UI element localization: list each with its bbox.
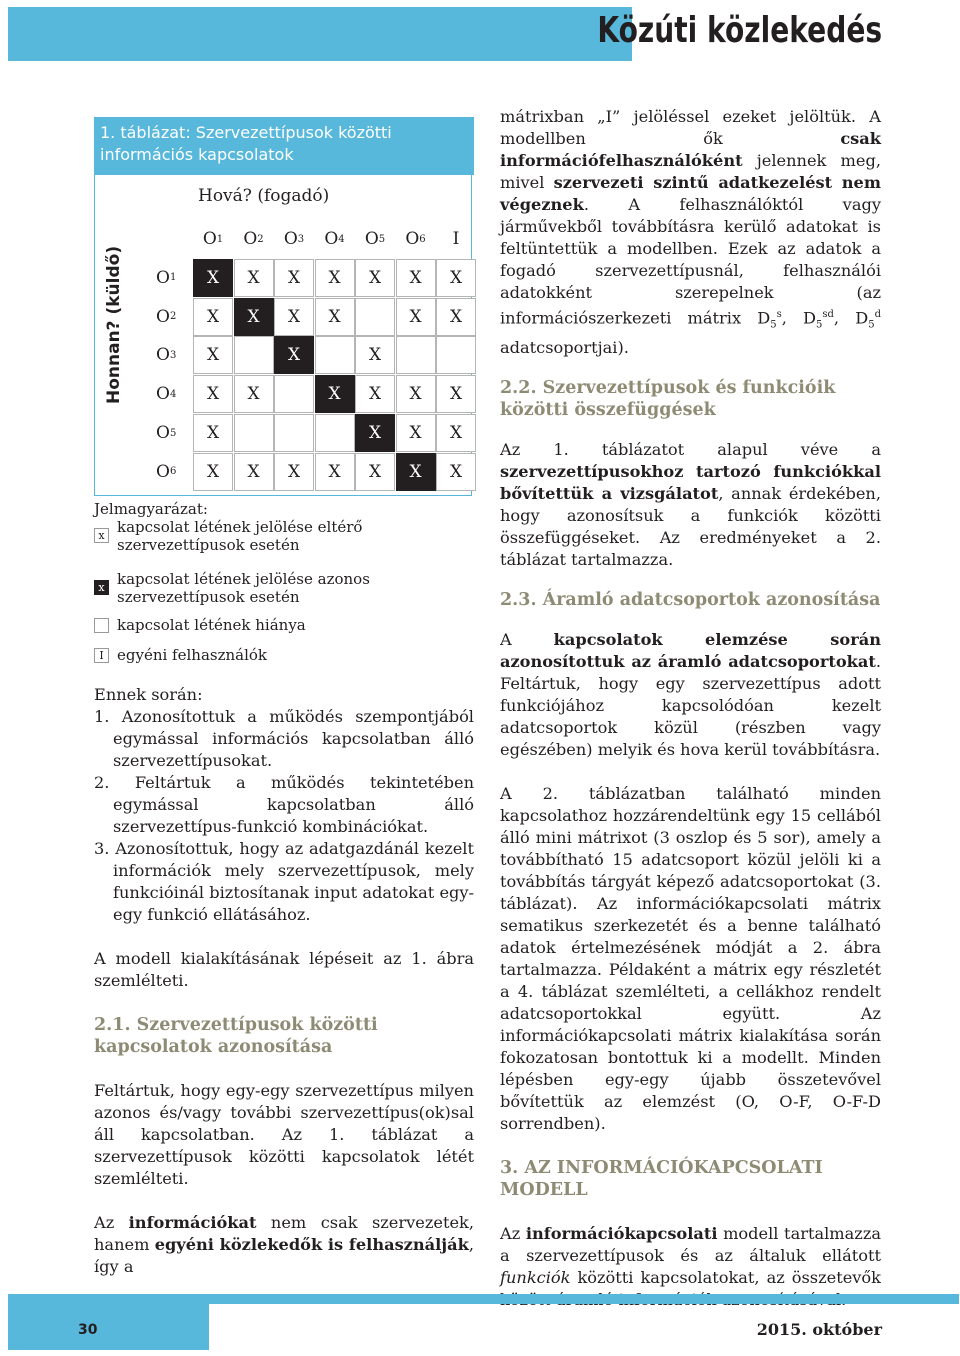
- matrix-cell-link: X: [234, 375, 274, 413]
- matrix-cell-link: X: [396, 259, 436, 297]
- legend: [94, 500, 474, 680]
- row-header: O 1: [156, 267, 177, 288]
- header-color-bar: [8, 7, 632, 61]
- matrix-cell-empty: [315, 336, 355, 374]
- paragraph: A 2. táblázatban található minden kapcsolathoz hozzárendeltünk egy 15 cellából álló mini mátrixot (3 oszlop és 5 sor), amely a továbbítható 15 adatcsoport közül jelöli ki a továbbítás tárgyát képező adatcsoportokat (3. táblázat). Az információkapcsolati mátrix sematikus szerkezetét és a benne található adatok értelmezésének módját a 2. ábra tartalmazza. Példaként a mátrix egy részletét a 4. táblázat szemlélteti, a cellákhoz rendelt adatcsoportokkal együtt. Az információkapcsolati mátrix kialakítása során fokozatosan bontottuk ki a modellt. Minden lépésben egy-egy újabb összetevővel bővítettük az elemzést (O, O-F, O-F-D sorrendben).: [500, 783, 881, 1133]
- matrix-cell-same-type: X: [355, 414, 395, 452]
- page-number: 30: [78, 1322, 98, 1338]
- matrix-cell-empty: [355, 298, 395, 336]
- row-header: O 6: [156, 461, 177, 482]
- matrix-cell-link: X: [355, 453, 395, 491]
- matrix-cell-empty: [274, 414, 314, 452]
- matrix-cell-link: X: [274, 298, 314, 336]
- matrix-cell-link: X: [193, 375, 233, 413]
- matrix-cell-empty: [315, 414, 355, 452]
- matrix-cell-link: X: [396, 414, 436, 452]
- matrix-cell-link: X: [193, 298, 233, 336]
- matrix-cell-link: X: [193, 414, 233, 452]
- matrix-cell-empty: [234, 336, 274, 374]
- journal-title: Közúti közlekedés: [597, 10, 882, 51]
- legend-text: egyéni felhasználók: [117, 646, 268, 664]
- section-heading-2-2: 2.2. Szervezettípusok és funkcióik közötti összefüggések: [500, 377, 836, 420]
- matrix-cell-link: X: [436, 414, 476, 452]
- column-header: O 1: [202, 229, 224, 249]
- matrix-cell-link: X: [396, 375, 436, 413]
- matrix-cell-link: X: [436, 375, 476, 413]
- matrix-cell-empty: [396, 336, 436, 374]
- column-axis-label: Hová? (fogadó): [198, 186, 330, 206]
- legend-symbol: [94, 618, 109, 633]
- matrix-cell-empty: [234, 414, 274, 452]
- matrix-cell-same-type: X: [274, 336, 314, 374]
- matrix-cell-link: X: [234, 453, 274, 491]
- legend-symbol: I: [94, 648, 109, 663]
- matrix-cell-link: X: [436, 298, 476, 336]
- paragraph: A modell kialakításának lépéseit az 1. ábra szemlélteti.: [94, 949, 474, 990]
- matrix-cell-link: X: [274, 453, 314, 491]
- legend-text: kapcsolat létének jelölése eltérő szervezettípusok esetén: [117, 518, 363, 554]
- column-header: O 2: [243, 229, 264, 249]
- legend-text: kapcsolat létének jelölése azonos szervezettípusok esetén: [117, 570, 370, 606]
- row-header: O 5: [156, 423, 177, 443]
- left-column: [94, 684, 474, 1278]
- paragraph: Az információkapcsolati modell tartalmazza a szervezettípusok és az általuk ellátott funkciók közötti kapcsolatokat, az összetevők: [500, 1223, 881, 1287]
- matrix-cell-link: X: [355, 336, 395, 374]
- matrix-cell-link: X: [436, 259, 476, 297]
- matrix-cell-same-type: X: [315, 375, 355, 413]
- footer-line: [209, 1294, 959, 1304]
- matrix-cell-same-type: X: [396, 453, 436, 491]
- matrix-cell-same-type: X: [234, 298, 274, 336]
- legend-symbol: x: [94, 528, 109, 543]
- row-axis-label: Honnan? (küldő): [104, 245, 124, 404]
- list-item: 1. Azonosítottuk a működés szempontjából egymással információs kapcsolatban álló szervezettípusokat.: [94, 707, 474, 770]
- column-header: I: [452, 229, 460, 249]
- matrix-cell-link: X: [355, 259, 395, 297]
- matrix-cell-link: X: [274, 259, 314, 297]
- row-header: O 2: [156, 306, 177, 327]
- matrix-cell-empty: [436, 336, 476, 374]
- matrix-cell-link: X: [315, 259, 355, 297]
- section-heading-2-1: 2.1. Szervezettípusok közötti kapcsolatok azonosítása: [94, 1015, 378, 1057]
- paragraph: mátrixban „I” jelöléssel ezeket jelöltük. A modellben ők csak információfelhasználóként jelennek meg, mivel szervezeti szintű adatkezelést nem végeznek. A felhasználóktól vagy járművekből továbbításra kerülő adatokat is feltüntettük a modellben. Ezek az adatok a fogadó szervezettípusnál, felhasználói adatokként szerepelnek (az információszerkezeti mátrix $D_5^s$, $D_5^{sd}$, $D_5^d$ adatcsoportjai).: [500, 107, 881, 357]
- paragraph: Feltártuk, hogy egy-egy szervezettípus milyen azonos és/vagy további szervezettípus(ok)sal áll kapcsolatban. Az 1. táblázat a szervezettípusok közötti kapcsolatok létét szemlélteti.: [94, 1081, 474, 1188]
- footer-color-bar: [8, 1294, 209, 1350]
- paragraph: A kapcsolatok elemzése során azonosítottuk az áramló adatcsoportokat. Feltártuk, hogy egy szervezettípus adott funkciójához kapcsolódóan kezelt adatcsoportok közül (részben vagy egészében) melyik és hova kerül továbbításra.: [500, 629, 881, 759]
- matrix-cell-link: X: [355, 375, 395, 413]
- paragraph: Az információkat nem csak szervezetek, hanem egyéni közlekedők is felhasználják, így a: [94, 1213, 475, 1276]
- paragraph: Az 1. táblázatot alapul véve a szervezettípusokhoz tartozó funkciókkal bővítettük a vizsgálatot, annak érdekében, hogy azonosítsuk a funkciók közötti összefüggéseket. Az eredményeket a 2. táblázat tartalmazza.: [500, 439, 881, 569]
- matrix-cell-empty: [274, 375, 314, 413]
- section-heading-2-3: 2.3. Áramló adatcsoportok azonosítása: [500, 589, 881, 610]
- matrix-cell-link: X: [315, 298, 355, 336]
- column-header: O 6: [405, 229, 426, 249]
- legend-text: kapcsolat létének hiánya: [117, 616, 306, 634]
- column-header: O 4: [324, 229, 345, 249]
- section-heading-3: 3. AZ INFORMÁCIÓKAPCSOLATI MODELL: [500, 1157, 823, 1200]
- list-item: 3. Azonosítottuk, hogy az adatgazdánál kezelt információk mely szervezettípusok, mely funkcióinál biztosítanak input adatokat egy-egy funkció ellátásához.: [94, 839, 474, 924]
- issue-date: 2015. október: [756, 1320, 882, 1339]
- legend-symbol: x: [94, 580, 109, 595]
- row-header: O 4: [156, 384, 177, 405]
- table-caption: 1. táblázat: Szervezettípusok közötti információs kapcsolatok: [100, 123, 392, 164]
- column-header: O 5: [364, 229, 386, 249]
- matrix-cell-same-type: X: [193, 259, 233, 297]
- matrix-cell-link: X: [436, 453, 476, 491]
- row-header: O 3: [156, 345, 177, 366]
- matrix-cell-link: X: [234, 259, 274, 297]
- right-column: [500, 106, 881, 1311]
- matrix-cell-link: X: [396, 298, 436, 336]
- list-intro: Ennek során:: [94, 685, 203, 704]
- legend-title: Jelmagyarázat:: [94, 500, 208, 518]
- matrix-cell-link: X: [315, 453, 355, 491]
- column-header: O 3: [283, 229, 305, 249]
- matrix-cell-link: X: [193, 336, 233, 374]
- list-item: 2. Feltártuk a működés tekintetében egymással kapcsolatban álló szervezettípus-funkció kombinációkat.: [94, 773, 474, 836]
- matrix-cell-link: X: [193, 453, 233, 491]
